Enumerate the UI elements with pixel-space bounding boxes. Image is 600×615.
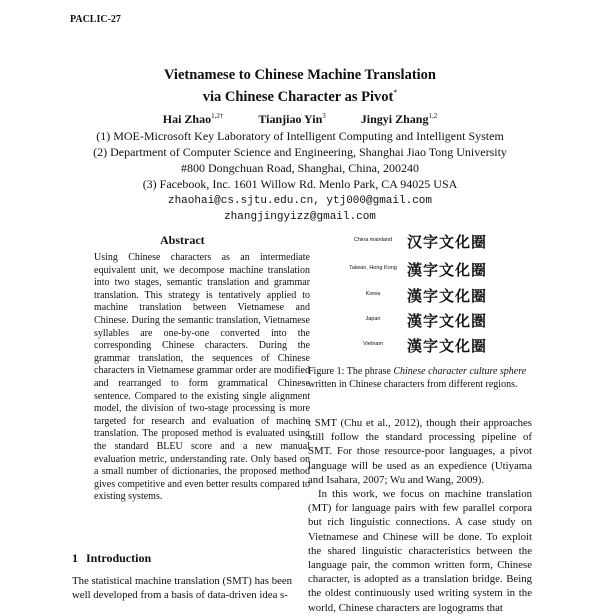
affiliation-2: (2) Department of Computer Science and Engineering, Shanghai Jiao Tong University bbox=[93, 145, 507, 159]
running-header: PACLIC-27 bbox=[70, 14, 121, 25]
title-line-1: Vietnamese to Chinese Machine Translation bbox=[164, 67, 436, 83]
author: Tianjiao Yin$^3$ bbox=[258, 112, 326, 126]
right-column-text bbox=[308, 416, 532, 615]
character-phrase: 漢字文化圈 bbox=[407, 261, 488, 279]
figure-row bbox=[345, 309, 527, 329]
region-label: Taiwan, Hong Kong bbox=[349, 265, 397, 271]
figure-row bbox=[345, 334, 527, 354]
intro-paragraph: The statistical machine translation (SMT) has been well developed from a basis of data-driven idea s- bbox=[72, 575, 293, 601]
author-list bbox=[0, 112, 600, 127]
author: Jingyi Zhang$^{1,2}$ bbox=[360, 112, 438, 126]
region-label: Korea bbox=[365, 291, 381, 297]
region-label: Vietnam bbox=[362, 341, 384, 347]
paper-title bbox=[0, 66, 600, 106]
abstract-heading: Abstract bbox=[160, 233, 205, 247]
author: Hai Zhao$^{1,2\dagger}$ bbox=[162, 112, 224, 126]
figure-row bbox=[345, 284, 527, 304]
title-line-2: via Chinese Character as Pivot* bbox=[202, 88, 398, 105]
character-phrase: 漢字文化圈 bbox=[407, 287, 488, 305]
affiliation-1: (1) MOE-Microsoft Key Laboratory of Intelligent Computing and Intelligent System bbox=[96, 129, 504, 143]
section-title: Introduction bbox=[86, 551, 152, 565]
email-line-1: zhaohai@cs.sjtu.edu.cn, ytj000@gmail.com bbox=[167, 195, 433, 207]
abstract-text: Using Chinese characters as an intermediate equivalent unit, we decompose machine translation into two stages, semantic translation and grammar translation. This strategy is tentatively applied to machine translation between Vietnamese and Chinese. During the semantic translation, Vietnamese syllables are one-by-one converted into the corresponding Chinese characters. During the grammar translation, the sequences of Chinese characters in Vietnamese grammar order are modified and rearranged to form grammatical Chinese sentence. Compared to the existing single alignment model, the division of two-stage processing is more targeted for research and evaluation of machine translation. The proposed method is evaluated using the standard BLEU score and a new manual evaluation metric, understanding rate. Only based on a small number of dictionaries, the proposed method gives competitive and even better results compared to existing systems. bbox=[94, 252, 310, 503]
affiliation-2-address: #800 Dongchuan Road, Shanghai, China, 200240 bbox=[181, 161, 419, 175]
figure-row bbox=[345, 230, 527, 250]
paragraph: In this work, we focus on machine translation (MT) for language pairs with few parallel corpora but rich linguistic connections. A case study on Vietnamese and Chinese will be done. To exploit the shared linguistic characteristics between the language pair, the common written form, Chinese character, is adopted as a translation bridge. Being the oldest continuously used writing system in the world, Chinese characters are logograms that bbox=[308, 488, 532, 614]
paragraph: t SMT (Chu et al., 2012), though their approaches still follow the standard processing pipeline of SMT. For those resource-poor languages, a pivot language will be used as an expedience (Utiyama and Isahara, 2007; Wu and Wang, 2009). bbox=[308, 417, 532, 486]
figure-caption: Figure 1: The phrase Chinese character culture sphere written in Chinese characters from different regions. bbox=[308, 366, 527, 390]
affiliation-3: (3) Facebook, Inc. 1601 Willow Rd. Menlo Park, CA 94025 USA bbox=[142, 177, 458, 191]
section-number: 1 bbox=[72, 551, 78, 565]
figure-row bbox=[345, 258, 527, 278]
character-phrase: 漢字文化圏 bbox=[407, 312, 488, 330]
email-line-2: zhangjingyizz@gmail.com bbox=[224, 211, 376, 223]
character-phrase: 漢字文化圈 bbox=[407, 337, 488, 355]
figure-1 bbox=[345, 230, 527, 360]
character-phrase: 汉字文化圈 bbox=[407, 233, 488, 251]
region-label: China mainland bbox=[353, 237, 393, 243]
region-label: Japan bbox=[365, 316, 381, 322]
section-heading-introduction bbox=[72, 551, 151, 566]
title-footnote-mark: * bbox=[393, 88, 398, 97]
